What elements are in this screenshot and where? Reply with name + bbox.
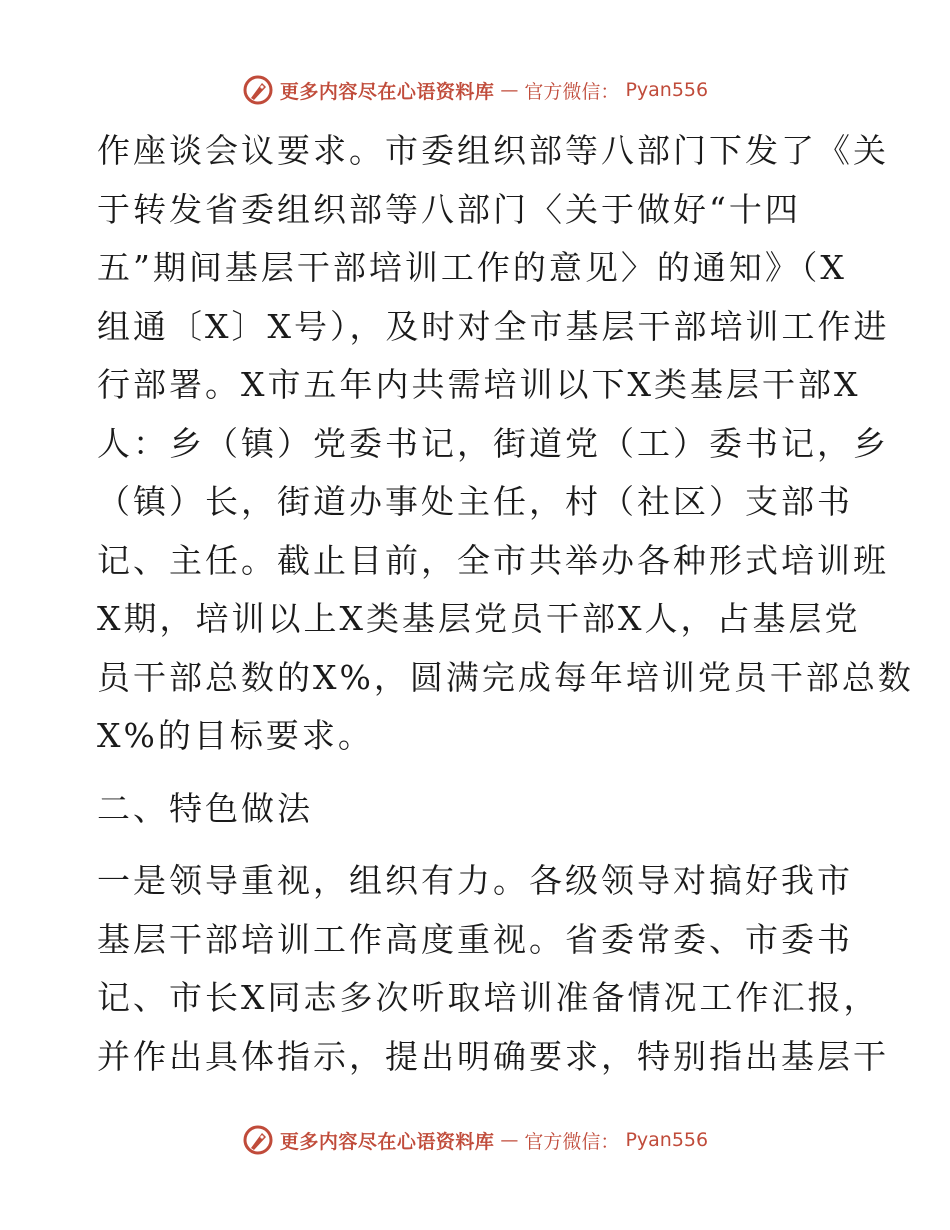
text-line: 五”期间基层干部培训工作的意见〉的通知》（X bbox=[97, 248, 847, 287]
document-body bbox=[97, 122, 914, 1086]
paragraph-spacer bbox=[97, 766, 862, 780]
watermark-official-label: 官方微信： bbox=[524, 1130, 620, 1153]
text-line: 人：乡（镇）党委书记，街道党（工）委书记，乡 bbox=[97, 423, 889, 463]
pen-nib-logo-icon bbox=[242, 1124, 274, 1156]
watermark-separator: — bbox=[500, 79, 519, 101]
watermark-account: Pyan556 bbox=[625, 1129, 709, 1151]
text-line: X期，培训以上X类基层党员干部X人，占基层党 bbox=[97, 599, 861, 638]
paragraph-spacer bbox=[97, 838, 862, 852]
paragraph-progress bbox=[97, 122, 914, 766]
text-line: 并作出具体指示，提出明确要求，特别指出基层干 bbox=[97, 1036, 889, 1076]
text-line: 一是领导重视，组织有力。各级领导对搞好我市 bbox=[97, 861, 853, 900]
text-line: 员干部总数的X%，圆满完成每年培训党员干部总数 bbox=[97, 657, 914, 697]
text-line: 于转发省委组织部等八部门〈关于做好“十四 bbox=[97, 189, 801, 229]
watermark-official-label: 官方微信： bbox=[524, 80, 620, 103]
text-line: 作座谈会议要求。市委组织部等八部门下发了《关 bbox=[97, 131, 889, 170]
text-line: X%的目标要求。 bbox=[97, 716, 374, 755]
header-watermark bbox=[0, 70, 950, 110]
watermark-brand: 更多内容尽在心语资料库 bbox=[279, 1130, 495, 1153]
section-heading: 二、特色做法 bbox=[97, 788, 313, 828]
text-line: 基层干部培训工作高度重视。省委常委、市委书 bbox=[97, 919, 853, 959]
watermark-brand: 更多内容尽在心语资料库 bbox=[279, 80, 495, 103]
text-line: 组通〔X〕X号），及时对全市基层干部培训工作进 bbox=[97, 306, 890, 346]
text-line: （镇）长，街道办事处主任，村（社区）支部书 bbox=[97, 482, 853, 521]
watermark-account: Pyan556 bbox=[625, 79, 709, 101]
text-line: 记、主任。截止目前，全市共举办各种形式培训班 bbox=[97, 540, 889, 580]
paragraph-features bbox=[97, 852, 889, 1086]
footer-watermark bbox=[0, 1120, 950, 1160]
text-line: 行部署。X市五年内共需培训以下X类基层干部X bbox=[97, 365, 861, 404]
text-line: 记、市长X同志多次听取培训准备情况工作汇报， bbox=[97, 978, 880, 1017]
watermark-separator: — bbox=[500, 1129, 519, 1151]
pen-nib-logo-icon bbox=[242, 74, 274, 106]
